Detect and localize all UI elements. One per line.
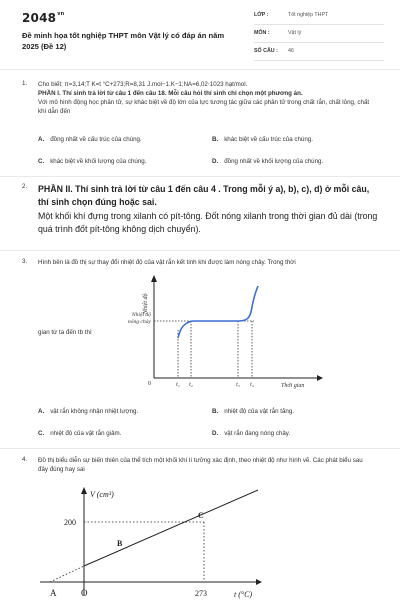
question-stem: Với mô hình động học phân tử, sự khác biệt về độ lớn của lực tương tác giữa các phân tử trong chất rắn, chất lỏng, chất khí dẫn đến	[38, 99, 370, 115]
question-number: 2.	[22, 183, 28, 190]
question-number: 4.	[22, 456, 28, 463]
origin-label: O	[81, 588, 88, 598]
option-c[interactable]: C. khác biệt về khối lượng của chúng.	[38, 158, 147, 165]
question-number: 3.	[22, 258, 28, 265]
question-4	[22, 456, 380, 600]
document-title: Đề minh họa tốt nghiệp THPT môn Vật lý có đáp án năm 2025 (Đề 12)	[22, 31, 225, 51]
meta-value: Tốt nghiệp THPT	[288, 12, 329, 18]
tick-t1: t₁	[176, 382, 180, 388]
question-body	[38, 456, 380, 474]
question-2	[22, 183, 380, 243]
option-b[interactable]: B. khác biệt về cấu trúc của chúng.	[212, 136, 313, 143]
question-body	[38, 258, 380, 267]
question-number: 1.	[22, 80, 28, 87]
x-axis-title: t (°C)	[234, 590, 253, 599]
meta-value: Vật lý	[288, 30, 302, 36]
question-stem: Đồ thị biểu diễn sự biến thiên của thể tích một khối khí lí tưởng xác định, theo nhiệt độ như hình vẽ. Các phát biểu sau đây đúng hay sai	[38, 457, 363, 473]
question-stem: Hình bên là đồ thị sự thay đổi nhiệt độ của vật rắn kết tinh khi được làm nóng chảy. Trong thời	[38, 259, 296, 266]
x-tick-273: 273	[195, 589, 207, 598]
question-stem-continued: gian từ ta đến tb thì	[38, 329, 92, 336]
site-logo[interactable]: $2048^{vn}$	[22, 11, 65, 25]
y-label-line1: Nhiệt độ	[131, 312, 151, 318]
tick-t2: t₂	[189, 382, 193, 388]
option-a[interactable]: A. đồng nhất về cấu trúc của chúng.	[38, 136, 142, 143]
divider	[0, 448, 400, 449]
given-constants: Cho biết: π=3,14;T K=t °C+273;R=8,31 J.mol−1.K−1;NA=6,02⋅1023 hạt/mol.	[38, 81, 248, 88]
y-axis-title: Nhiệt độ	[143, 293, 149, 314]
x-axis-title: Thời gian	[281, 383, 305, 389]
process-line	[84, 490, 258, 566]
option-d[interactable]: D. đồng nhất về khối lượng của chúng.	[212, 158, 324, 165]
question-body	[38, 80, 380, 116]
temperature-curve	[178, 286, 258, 338]
page-header	[0, 0, 400, 66]
meta-label: MÔN :	[254, 30, 270, 36]
tick-t3: t₃	[236, 382, 240, 388]
origin-label: 0	[148, 381, 151, 387]
divider	[0, 176, 400, 177]
y-label-line2: nóng chảy	[127, 319, 151, 325]
section-heading: PHẦN II. Thí sinh trả lời từ câu 1 đến câu 4 . Trong mỗi ý a), b), c), d) ở mỗi câu, thí sinh chọn đúng hoặc sai.	[38, 184, 370, 207]
y-axis-title: V (cm³)	[90, 490, 114, 499]
y-tick-200: 200	[64, 518, 76, 527]
divider	[0, 250, 400, 251]
option-c[interactable]: C. nhiệt độ của vật rắn giảm.	[38, 430, 122, 437]
tick-t4: t₄	[250, 382, 254, 388]
divider	[0, 69, 400, 70]
meta-row-count	[254, 46, 384, 61]
meta-row-class	[254, 10, 384, 25]
section-heading: PHẦN I. Thí sinh trả lời từ câu 1 đến câu 18. Mỗi câu hỏi thí sinh chỉ chọn một phương án.	[38, 90, 303, 97]
option-d[interactable]: D. vật rắn đang nóng chảy.	[212, 430, 291, 437]
point-c-label: C	[198, 511, 204, 520]
question-3	[22, 258, 380, 444]
point-a-label: A	[50, 588, 57, 598]
option-a[interactable]: A. vật rắn không nhận nhiệt lượng.	[38, 408, 139, 415]
question-stem: Một khối khí đựng trong xilanh có pít-tông. Đốt nóng xilanh trong thời gian đủ dài (trong quá trình đốt pít-tông không dịch chuyển).	[38, 211, 378, 234]
extrapolation-line	[50, 566, 84, 582]
point-b-label: B	[117, 539, 123, 548]
question-1	[22, 80, 380, 170]
meta-value: 46	[288, 48, 294, 54]
melting-graph	[114, 272, 334, 390]
meta-label: LỚP :	[254, 12, 269, 18]
meta-row-subject	[254, 28, 384, 43]
option-b[interactable]: B. nhiệt độ của vật rắn tăng.	[212, 408, 295, 415]
question-body	[38, 183, 380, 236]
document-meta	[254, 10, 384, 64]
volume-temperature-graph	[36, 482, 266, 600]
meta-label: SỐ CÂU :	[254, 48, 278, 54]
